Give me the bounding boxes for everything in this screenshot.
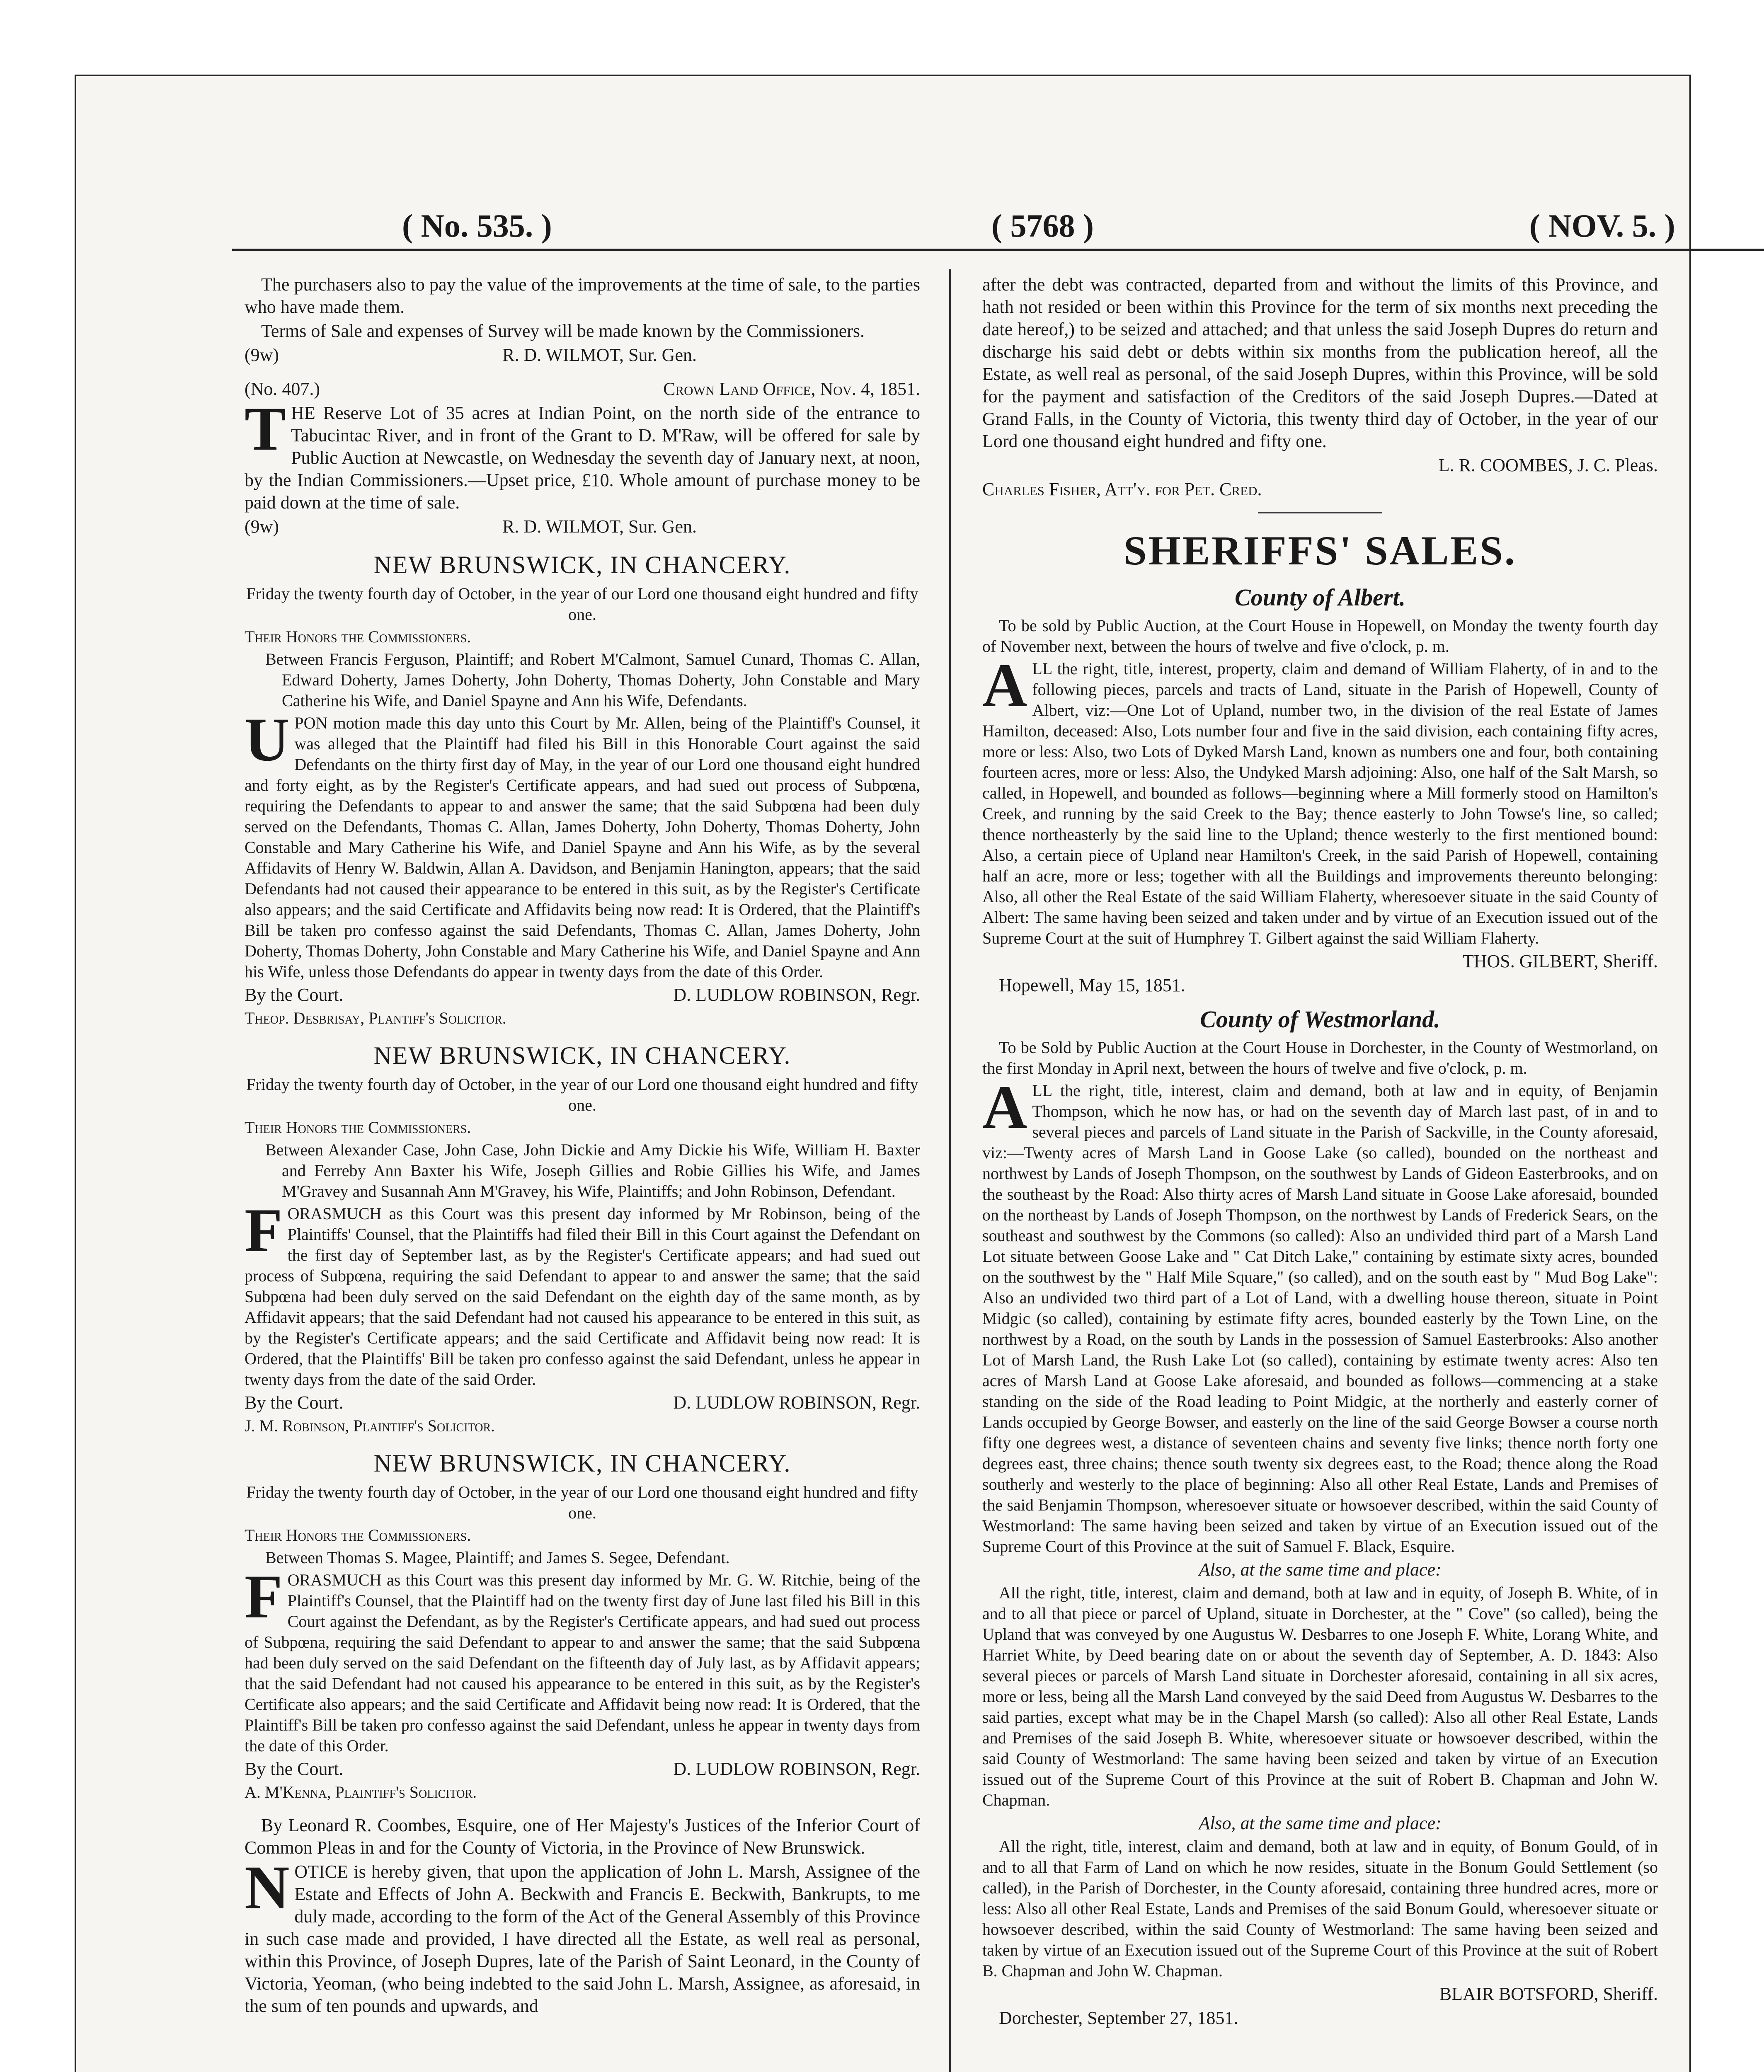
sale-text: LL the right, title, interest, property, claim and demand of William Flaherty, of in and to the following pieces, parcels and tracts of Land, situate in the Parish of Hopewell, County of Albert, viz:—One Lot of Upland, number two, in the division of the real Estate of James Hamilton, deceased: Also, Lots number four and five in the said division, each containing fifty acres, more or less: Also, two Lots of Dyked Marsh Land, known as numbers one and four, both containing fourteen acres, more or less: Also, the Undyked Marsh adjoining: Also, one half of the Salt Marsh, so called, in Hopewell, and bounded as follows—beginning where a Mill formerly stood on Hamilton's Creek, and running by the said Creek to the Bay; thence easterly to John Towse's line, so called; thence northeasterly by the said line to the Upland; thence westerly to the first mentioned bound: Also, a certain piece of Upland near Hamilton's Creek, in the said Parish of Hopewell, containing half an acre, more or less; together with all the Buildings and improvements thereunto belonging: Also, all other the Real Estate of the said William Flaherty, wheresoever situate in the said County of Albert: The same having been seized and taken under and by virtue of an Execution issued out of the Supreme Court at the suit of Humphrey T. Gilbert against the said William Flaherty.	[982, 659, 1658, 947]
office-date: Crown Land Office, Nov. 4, 1851.	[663, 379, 920, 399]
chancery-notice-3	[245, 1448, 920, 1803]
county-heading: County of Albert.	[1235, 584, 1405, 611]
notice-text: OTICE is hereby given, that upon the application of John L. Marsh, Assignee of the Estate and Effects of John A. Beckwith and Francis E. Beckwith, Bankrupts, to me duly made, according to the form of the Act of the General Assembly of this Province in such case made and provided, I have directed all the Estate, as well real as personal, within this Province, of Joseph Dupres, late of the Parish of Saint Leonard, in the County of Victoria, Yeoman, (who being indebted to the said John L. Marsh, Assignee, as aforesaid, in the sum of ten pounds and upwards, and	[245, 1861, 920, 2016]
solicitor: A. M'Kenna, Plaintiff's Solicitor.	[245, 1783, 477, 1801]
signature: L. R. COOMBES, J. C. Pleas.	[1438, 455, 1658, 475]
chancery-heading: NEW BRUNSWICK, IN CHANCERY.	[373, 1450, 791, 1477]
chancery-date: Friday the twenty fourth day of October, in the year of our Lord one thousand eight hundred and fifty one.	[246, 584, 918, 624]
notice-number: (No. 407.)	[245, 379, 320, 399]
page-header	[166, 207, 1764, 249]
county-heading: County of Westmorland.	[1200, 1006, 1440, 1033]
drop-cap: N	[245, 1853, 290, 1922]
notice-heading-row	[245, 378, 920, 400]
notice-text: after the debt was contracted, departed from and without the limits of this Province, and hath not resided or been within this Province for the term of six months next preceding the date hereof,) to be seized and attached; and that unless the said Joseph Dupres do return and discharge his said debt or debts within six months from the publication hereof, all the Estate, as well real as personal, of the said Joseph Dupres, within this Province, will be sold for the payment and satisfaction of the Creditors of the said Joseph Dupres.—Dated at Grand Falls, in the County of Victoria, this twenty third day of October, in the year of our Lord one thousand eight hundred and fifty one.	[982, 274, 1658, 451]
notice-text: The purchasers also to pay the value of the improvements at the time of sale, to the parties who have made them.	[245, 274, 920, 317]
also-line: Also, at the same time and place:	[1199, 1559, 1442, 1580]
notice-intro: By Leonard R. Coombes, Esquire, one of Her Majesty's Justices of the Inferior Court of Common Pleas in and for the County of Victoria, in the Province of New Brunswick.	[245, 1815, 920, 1858]
notice-text: HE Reserve Lot of 35 acres at Indian Point, on the north side of the entrance to Tabucintac River, and in front of the Grant to D. M'Raw, will be offered for sale by Public Auction at Newcastle, on Wednesday the seventh day of January next, at noon, by the Indian Commissioners.—Upset price, £10. Whole amount of purchase money to be paid down at the time of sale.	[245, 403, 920, 513]
signature: R. D. WILMOT, Sur. Gen.	[502, 345, 697, 365]
by-court: By the Court.	[245, 1392, 344, 1413]
insolvency-notice-continued	[982, 274, 1658, 501]
attorney: Charles Fisher, Att'y. for Pet. Cred.	[982, 479, 1262, 499]
also-line: Also, at the same time and place:	[1199, 1813, 1442, 1833]
chancery-heading: NEW BRUNSWICK, IN CHANCERY.	[373, 551, 791, 579]
signature-row	[245, 984, 920, 1006]
sale-text: All the right, title, interest, claim and demand, both at law and in equity, of Joseph B. White, of in and to all that piece or parcel of Upland, situate in Dorchester, at the " Cove" (so called), being the Upland that was conveyed by one Augustus W. Desbarres to one Joseph F. White, Lorang White, and Harriet White, by Deed bearing date on or about the seventh day of September, A. D. 1843: Also several pieces or parcels of Marsh Land situate in Dorchester aforesaid, containing in all six acres, more or less, being all the Marsh Land conveyed by the said Deed from Augustus W. Desbarres to the said parties, except what may be in the Chapel Marsh (so called): Also all other Real Estate, Lands and Premises of the said Joseph B. White, wheresoever situate or howsoever described, within the said County of Westmorland: The same having been seized and taken by virtue of an Execution issued out of the Supreme Court of this Province at the suit of Robert B. Chapman and John W. Chapman.	[982, 1583, 1658, 1809]
by-court: By the Court.	[245, 985, 344, 1005]
signature: D. LUDLOW ROBINSON, Regr.	[673, 1759, 920, 1779]
notice-reserve-lot	[245, 378, 920, 538]
sale-text: LL the right, title, interest, claim and demand, both at law and in equity, of Benjamin Thompson, which he now has, or had on the seventh day of March last past, of in and to several pieces and parcels of Land situate in the Parish of Sackville, in the County aforesaid, viz:—Twenty acres of Marsh Land in Goose Lake (so called), bounded on the northeast and northwest by Lands of Joseph Thompson, on the southwest by Lands of Gideon Easterbrooks, and on the southeast by the Road: Also thirty acres of Marsh Land situate in Goose Lake aforesaid, bounded on the northeast by Lands of Joseph Thompson, on the northwest by Lands of Frederick Sears, on the southeast and southwest by the Commons (so called): Also an undivided third part of a Marsh Land Lot situate between Goose Lake and " Cat Ditch Lake," containing by estimate sixty acres, bounded on the southwest by the " Half Mile Square," (so called), and on the south east by " Mud Bog Lake": Also an undivided two third part of a Lot of Land, with a dwelling house thereon, situate in Point Midgic (so called), containing by estimate fifty acres, bounded easterly by the Town Line, on the northwest by a Road, on the south by Lands in the possession of Samuel Easterbrooks: Also another Lot of Marsh Land, the Rush Lake Lot (so called), containing by estimate twenty acres: Also ten acres of Marsh Land at Goose Lake aforesaid, and bounded as follows—commencing at a stake standing on the side of the Road leading to Point Midgic, at the northerly and easterly corner of Lands occupied by George Bowser, and easterly on the line of the said George Bowser a course north fifty one degrees west, a distance of seventeen chains and seventy five links; thence north forty one degrees east, three chains; thence south twenty six degrees east, to the Road; thence along the Road southerly and westerly to the place of beginning: Also all other Real Estate, Lands and Premises of the said Benjamin Thompson, wheresoever situate or howsoever described, within the said County of Westmorland: The same having been seized and taken by virtue of an Execution issued out of the Supreme Court of this Province at the suit of Samuel F. Black, Esquire.	[982, 1081, 1658, 1556]
westmorland-sale	[982, 1008, 1658, 2029]
sale-intro: To be Sold by Public Auction at the Court House in Dorchester, in the County of Westmorland, on the first Monday in April next, between the hours of twelve and five o'clock, p. m.	[982, 1038, 1658, 1077]
chancery-notice-2	[245, 1040, 920, 1436]
by-court: By the Court.	[245, 1759, 344, 1779]
sale-date: Dorchester, September 27, 1851.	[999, 2008, 1238, 2028]
chancery-text: PON motion made this day unto this Court by Mr. Allen, being of the Plaintiff's Counsel, it was alleged that the Plaintiff had filed his Bill in this Honorable Court against the said Defendants on the thirty first day of May, in the year of our Lord one thousand eight hundred and forty eight, as by the Register's Certificate appears, and had sued out process of Subpœna, requiring the Defendants to appear to and answer the same; that the said Subpœna had been duly served on the Defendants, Thomas C. Allan, James Doherty, John Doherty, Thomas Doherty, John Constable and Mary Catherine his Wife, and Daniel Spayne and Ann his Wife, as by the several Affidavits of Henry W. Baldwin, Allan A. Davidson, and Benjamin Hanington, appears; that the said Defendants had not caused their appearance to be entered in this suit, as by the Register's Certificate also appears; and the said Certificate and Affidavits being now read: It is Ordered, that the Plaintiff's Bill be taken pro confesso against the said Defendants, Thomas C. Allan, James Doherty, John Doherty, Thomas Doherty, John Constable and Mary Catherine his Wife, and Daniel Spayne and Ann his Wife, unless those Defendants do appear in twenty days from the date of this Order.	[245, 714, 920, 981]
signature-row	[245, 344, 920, 366]
signature: R. D. WILMOT, Sur. Gen.	[502, 516, 697, 537]
chancery-text: ORASMUCH as this Court was this present day informed by Mr. G. W. Ritchie, being of the Plaintiff's Counsel, that the Plaintiff had on the twenty first day of June last filed his Bill in this Court against the Defendant, as by the Register's Certificate appears, and had sued out process of Subpœna, requiring the said Defendant to appear to and answer the same; that the said Subpœna had been duly served on the said Defendant on the fifteenth day of July last, as by Affidavit appears; that the said Defendant had not caused his appearance to be entered in this suit, as by the Register's Certificate also appears; and the said Certificate and Affidavit being now read: It is Ordered, that the Plaintiff's Bill be taken pro confesso against the said Defendant, unless he appear in twenty days from the date of this Order.	[245, 1571, 920, 1755]
honors-line: Their Honors the Commissioners.	[245, 1118, 471, 1137]
chancery-notice-1	[245, 549, 920, 1029]
notice-code: (9w)	[245, 345, 279, 365]
sale-intro: To be sold by Public Auction, at the Court House in Hopewell, on Monday the twenty fourth day of November next, between the hours of twelve and five o'clock, p. m.	[982, 616, 1658, 656]
drop-cap: A	[982, 1073, 1027, 1142]
parties: Between Thomas S. Magee, Plaintiff; and James S. Segee, Defendant.	[265, 1548, 730, 1567]
solicitor: Theop. Desbrisay, Plantiff's Solicitor.	[245, 1009, 506, 1027]
drop-cap: U	[245, 705, 290, 774]
signature: THOS. GILBERT, Sheriff.	[1462, 951, 1658, 971]
sale-date: Hopewell, May 15, 1851.	[999, 975, 1185, 995]
drop-cap: F	[245, 1196, 283, 1265]
notice-code: (9w)	[245, 516, 279, 537]
chancery-date: Friday the twenty fourth day of October, in the year of our Lord one thousand eight hundred and fifty one.	[246, 1075, 918, 1114]
left-column	[245, 274, 920, 2029]
signature: D. LUDLOW ROBINSON, Regr.	[673, 985, 920, 1005]
header-rule	[232, 249, 1764, 251]
signature: D. LUDLOW ROBINSON, Regr.	[673, 1392, 920, 1413]
signature: BLAIR BOTSFORD, Sheriff.	[1439, 1984, 1658, 2004]
sale-text: All the right, title, interest, claim and demand, both at law and in equity, of Bonum Gould, of in and to all that Farm of Land on which he now resides, situate in the Bonum Gould Settlement (so called), in the Parish of Dorchester, in the County aforesaid, containing three hundred acres, more or less: Also all other Real Estate, Lands and Premises of the said Bonum Gould, wheresoever situate or howsoever described, within the said County of Westmorland: The same having been seized and taken by virtue of an Execution issued out of the Supreme Court of this Province at the suit of Robert B. Chapman and John W. Chapman.	[982, 1837, 1658, 1980]
albert-sale	[982, 586, 1658, 997]
right-column	[982, 274, 1658, 2041]
drop-cap: T	[245, 395, 286, 463]
notice-text: Terms of Sale and expenses of Survey will be made known by the Commissioners.	[261, 321, 865, 341]
drop-cap: A	[982, 651, 1027, 720]
insolvency-notice	[245, 1814, 920, 2017]
signature-row	[245, 1758, 920, 1780]
parties: Between Francis Ferguson, Plaintiff; and Robert M'Calmont, Samuel Cunard, Thomas C. Allan, Edward Doherty, James Doherty, John Doherty, Thomas Doherty, John Constable and Mary Catherine his Wife, and Daniel Spayne and Ann his Wife, Defendants.	[265, 650, 920, 710]
notice-survey-terms	[245, 274, 920, 366]
issue-number: ( No. 535. )	[402, 208, 552, 244]
solicitor: J. M. Robinson, Plaintiff's Solicitor.	[245, 1416, 495, 1435]
drop-cap: F	[245, 1562, 283, 1631]
separator-rule	[1258, 512, 1382, 513]
column-divider	[949, 269, 951, 2072]
parties: Between Alexander Case, John Case, John Dickie and Amy Dickie his Wife, William H. Baxter and Ferreby Ann Baxter his Wife, Joseph Gillies and Robie Gillies his Wife, and James M'Gravey and Susannah Ann M'Gravey, his Wife, Plaintiffs; and John Robinson, Defendant.	[265, 1140, 920, 1201]
chancery-heading: NEW BRUNSWICK, IN CHANCERY.	[373, 1042, 791, 1069]
chancery-text: ORASMUCH as this Court was this present day informed by Mr Robinson, being of the Plaintiffs' Counsel, that the Plaintiffs had filed their Bill in this Court against the Defendant on the first day of September last, as by the Register's Certificate appears; and had sued out process of Subpœna, requiring the said Defendant to appear to and answer the same; that the said Subpœna had been duly served on the said Defendant on the eighth day of the same month, as by Affidavit appears; that the said Defendant had not caused his appearance to be entered in this suit, as by the Register's Certificate appears; and the said Certificate and Affidavit being now read: It is Ordered, that the Plaintiffs' Bill be taken pro confesso against the said Defendant, unless he appear in twenty days from the date of the said Order.	[245, 1204, 920, 1389]
sheriffs-sales-title: SHERIFFS' SALES.	[1124, 528, 1517, 574]
issue-date: ( NOV. 5. )	[1529, 208, 1675, 244]
chancery-date: Friday the twenty fourth day of October, in the year of our Lord one thousand eight hundred and fifty one.	[246, 1483, 918, 1522]
signature-row	[245, 516, 920, 538]
page-number: ( 5768 )	[991, 208, 1094, 244]
honors-line: Their Honors the Commissioners.	[245, 1526, 471, 1544]
signature-row	[245, 1392, 920, 1414]
honors-line: Their Honors the Commissioners.	[245, 627, 471, 646]
